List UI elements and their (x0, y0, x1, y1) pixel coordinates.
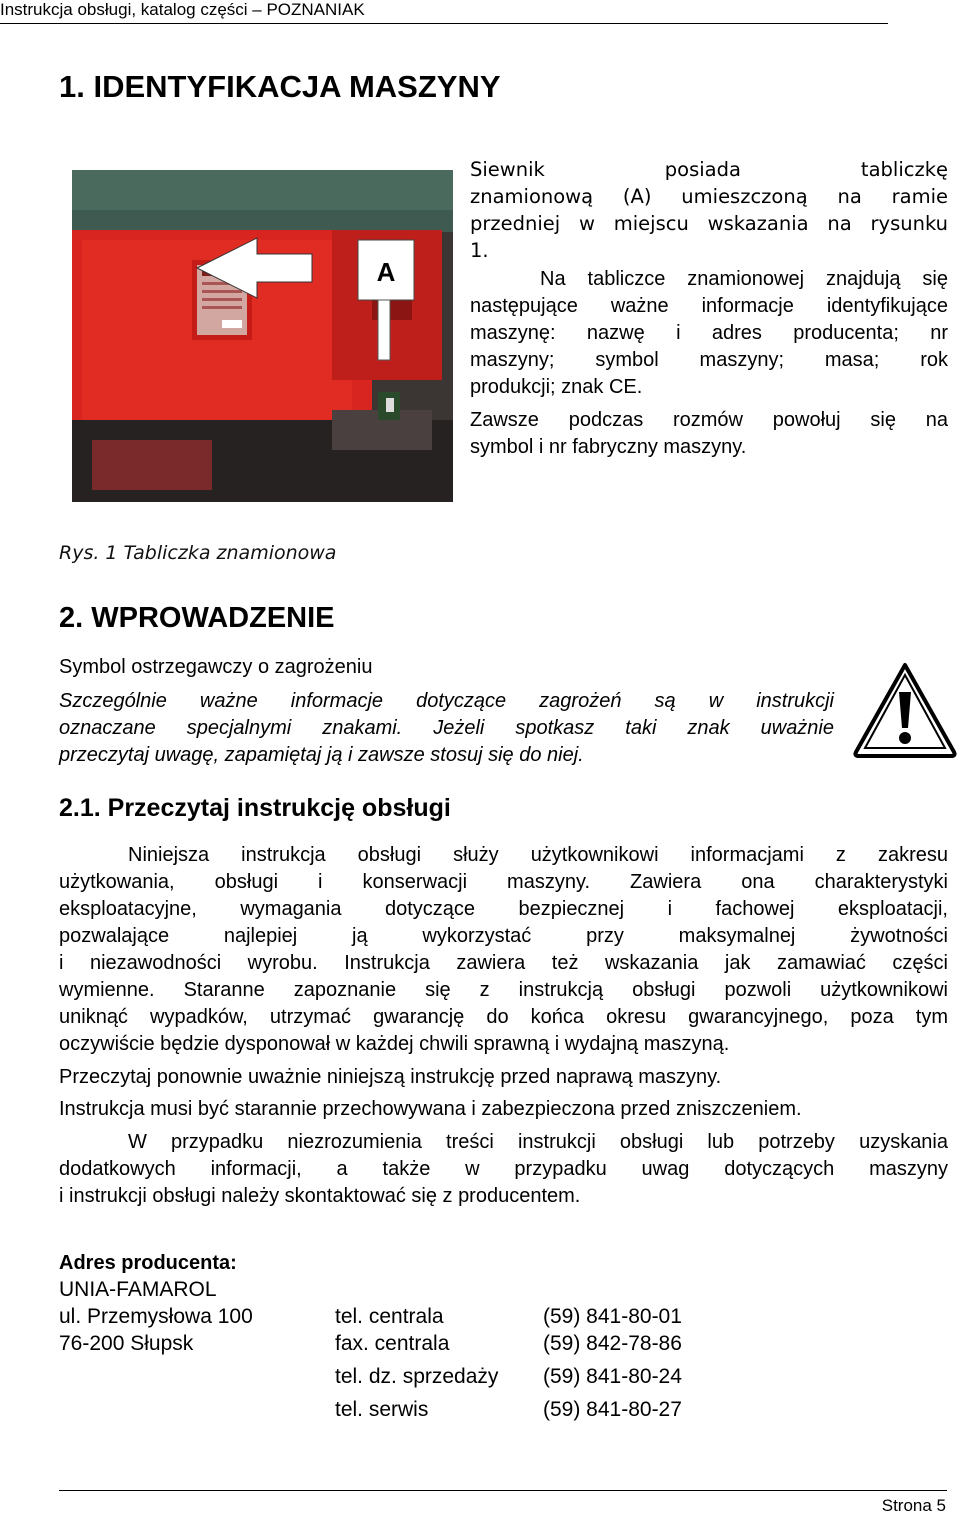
s21-para1-l2: użytkowania, obsługi i konserwacji maszyny. Zawiera ona charakterystyki (59, 871, 948, 893)
contact-number: (59) 841-80-24 (543, 1365, 682, 1388)
s21-para1-l4: pozwalające najlepiej ją wykorzystać przy maksymalnej żywotności (59, 925, 948, 947)
contact-label: tel. dz. sprzedaży (335, 1365, 499, 1388)
s21-para1-l1: Niniejsza instrukcja obsługi służy użytkownikowi informacjami z zakresu (128, 844, 948, 866)
s1-para2-l1: Na tabliczce znamionowej znajdują się (540, 268, 948, 290)
page-number: Strona 5 (881, 1496, 946, 1515)
street-address: ul. Przemysłowa 100 (59, 1305, 253, 1328)
warning-symbol-title: Symbol ostrzegawczy o zagrożeniu (59, 656, 373, 678)
header-rule (0, 23, 888, 24)
warning-triangle-icon (852, 660, 958, 758)
s21-para4-l2: dodatkowych informacji, a także w przypadku uwag dotyczących maszyny (59, 1158, 948, 1180)
section-2-1-heading: 2.1. Przeczytaj instrukcję obsługi (59, 794, 451, 822)
s1-para1-l1: Siewnik posiada tabliczkę (470, 158, 948, 181)
company-name: UNIA-FAMAROL (59, 1278, 217, 1301)
city-address: 76-200 Słupsk (59, 1332, 194, 1355)
figure-caption: Rys. 1 Tabliczka znamionowa (59, 542, 337, 564)
s21-para4-l3: i instrukcji obsługi należy skontaktować się z producentem. (59, 1185, 581, 1207)
contact-label: fax. centrala (335, 1332, 450, 1355)
address-title: Adres producenta: (59, 1252, 237, 1274)
footer-rule (59, 1490, 947, 1491)
s21-para2: Przeczytaj ponownie uważnie niniejszą instrukcję przed naprawą maszyny. (59, 1066, 722, 1088)
s1-para2-l4: maszyny; symbol maszyny; masa; rok (470, 349, 948, 371)
warning-text-l2: oznaczane specjalnymi znakami. Jeżeli spotkasz taki znak uważnie (59, 717, 834, 739)
contact-number: (59) 841-80-01 (543, 1305, 682, 1328)
section-2-heading: 2. WPROWADZENIE (59, 602, 335, 634)
warning-text-l1: Szczególnie ważne informacje dotyczące zagrożeń są w instrukcji (59, 690, 834, 712)
contact-number: (59) 841-80-27 (543, 1398, 682, 1421)
s21-para4-l1: W przypadku niezrozumienia treści instrukcji obsługi lub potrzeby uzyskania (128, 1131, 948, 1153)
s1-para1-l3: przedniej w miejscu wskazania na rysunku (470, 212, 948, 235)
s1-para2-l2: następujące ważne informacje identyfikujące (470, 295, 948, 317)
s21-para1-l8: oczywiście będzie dysponował w każdej chwili sprawną i wydajną maszyną. (59, 1033, 730, 1055)
s21-para1-l5: i niezawodności wyrobu. Instrukcja zawiera też wskazania jak zamawiać części (59, 952, 948, 974)
running-header: Instrukcja obsługi, katalog części – POZNANIAK (0, 0, 365, 19)
s1-para2-l3: maszynę: nazwę i adres producenta; nr (470, 322, 948, 344)
s21-para1-l6: wymienne. Staranne zapoznanie się z instrukcją obsługi pozwoli użytkownikowi (59, 979, 948, 1001)
s21-para3: Instrukcja musi być starannie przechowywana i zabezpieczona przed zniszczeniem. (59, 1098, 802, 1120)
warning-text-l3: przeczytaj uwagę, zapamiętaj ją i zawsze stosuj się do niej. (59, 744, 584, 766)
s1-para3-l2: symbol i nr fabryczny maszyny. (470, 436, 747, 458)
s1-para2-l5: produkcji; znak CE. (470, 376, 643, 398)
s1-para1-l4: 1. (470, 239, 489, 262)
s21-para1-l3: eksploatacyjne, wymagania dotyczące bezpiecznej i fachowej eksploatacji, (59, 898, 948, 920)
contact-label: tel. centrala (335, 1305, 444, 1328)
s1-para3-l1: Zawsze podczas rozmów powołuj się na (470, 409, 948, 431)
contact-number: (59) 842-78-86 (543, 1332, 682, 1355)
s1-para1-l2: znamionową (A) umieszczoną na ramie (470, 185, 948, 208)
seeder-image (72, 170, 453, 502)
section-1-heading: 1. IDENTYFIKACJA MASZYNY (59, 69, 501, 104)
machine-photo (72, 170, 453, 502)
contact-label: tel. serwis (335, 1398, 429, 1421)
s21-para1-l7: uniknąć wypadków, utrzymać gwarancję do końca okresu gwarancyjnego, poza tym (59, 1006, 948, 1028)
nameplate-label-a: A (376, 257, 396, 287)
